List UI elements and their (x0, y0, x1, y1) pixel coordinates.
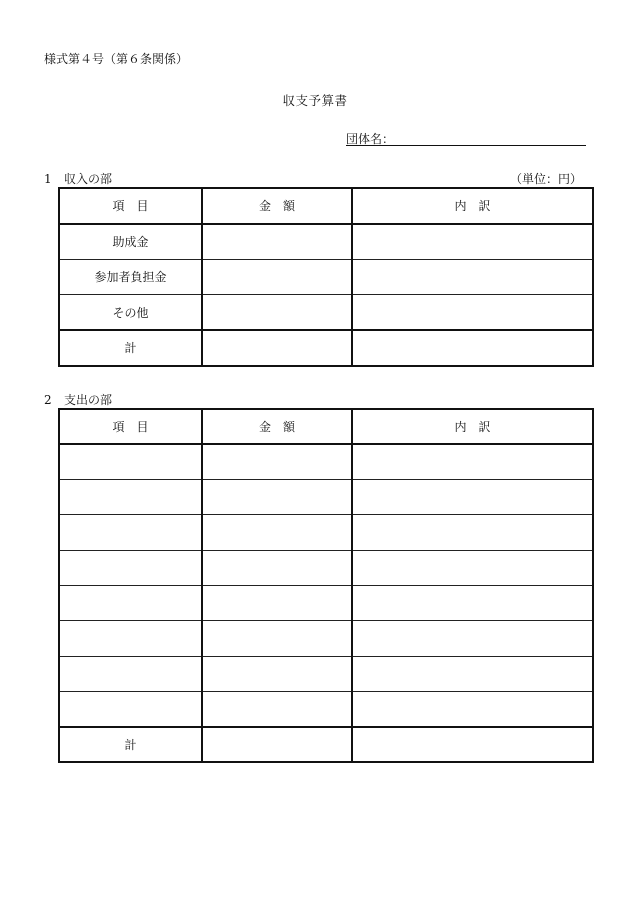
expense-section-title: 支出の部 (64, 393, 113, 407)
expense-item-cell[interactable] (59, 656, 202, 691)
expense-item-cell[interactable] (59, 691, 202, 726)
table-row (59, 656, 593, 691)
expense-total-amount-cell[interactable] (202, 727, 352, 762)
table-row (59, 295, 593, 331)
income-header-breakdown: 内 訳 (352, 188, 593, 224)
income-total-row (59, 330, 593, 366)
expense-total-label: 計 (59, 727, 202, 762)
expense-section-number: 2 (44, 393, 52, 407)
table-row (59, 444, 593, 479)
income-breakdown-cell[interactable] (352, 259, 593, 295)
expense-breakdown-cell[interactable] (352, 480, 593, 515)
table-row (59, 691, 593, 726)
expense-amount-cell[interactable] (202, 691, 352, 726)
expense-item-cell[interactable] (59, 480, 202, 515)
expense-header-breakdown: 内 訳 (352, 409, 593, 444)
expense-header-row (59, 409, 593, 444)
expense-item-cell[interactable] (59, 621, 202, 656)
expense-breakdown-cell[interactable] (352, 656, 593, 691)
expense-section-heading (44, 391, 112, 408)
organization-label: 団体名： (346, 132, 395, 146)
income-item-cell: 参加者負担金 (59, 259, 202, 295)
income-section-heading (44, 170, 112, 187)
income-total-label: 計 (59, 330, 202, 366)
income-header-item: 項 目 (59, 188, 202, 224)
expense-table (58, 408, 594, 763)
income-amount-cell[interactable] (202, 295, 352, 331)
income-total-amount-cell[interactable] (202, 330, 352, 366)
table-row (59, 585, 593, 620)
income-total-breakdown-cell[interactable] (352, 330, 593, 366)
income-section-title: 収入の部 (64, 172, 113, 186)
table-row (59, 550, 593, 585)
expense-amount-cell[interactable] (202, 585, 352, 620)
income-table (58, 187, 594, 367)
expense-header-item: 項 目 (59, 409, 202, 444)
table-row (59, 259, 593, 295)
expense-amount-cell[interactable] (202, 515, 352, 550)
table-row (59, 621, 593, 656)
expense-breakdown-cell[interactable] (352, 550, 593, 585)
table-row (59, 480, 593, 515)
document-title: 収支予算書 (282, 93, 348, 108)
form-number: 様式第４号（第６条関係） (44, 52, 189, 66)
expense-item-cell[interactable] (59, 515, 202, 550)
table-row (59, 224, 593, 260)
expense-total-row (59, 727, 593, 762)
expense-breakdown-cell[interactable] (352, 444, 593, 479)
expense-header-amount: 金 額 (202, 409, 352, 444)
organization-name-field[interactable] (346, 130, 586, 146)
expense-breakdown-cell[interactable] (352, 691, 593, 726)
expense-amount-cell[interactable] (202, 550, 352, 585)
expense-item-cell[interactable] (59, 585, 202, 620)
income-amount-cell[interactable] (202, 224, 352, 260)
expense-item-cell[interactable] (59, 444, 202, 479)
income-header-row (59, 188, 593, 224)
income-section-number: 1 (44, 172, 52, 186)
expense-amount-cell[interactable] (202, 656, 352, 691)
income-amount-cell[interactable] (202, 259, 352, 295)
table-row (59, 515, 593, 550)
expense-item-cell[interactable] (59, 550, 202, 585)
income-breakdown-cell[interactable] (352, 224, 593, 260)
expense-breakdown-cell[interactable] (352, 585, 593, 620)
income-item-cell: その他 (59, 295, 202, 331)
expense-amount-cell[interactable] (202, 480, 352, 515)
expense-amount-cell[interactable] (202, 621, 352, 656)
income-breakdown-cell[interactable] (352, 295, 593, 331)
expense-amount-cell[interactable] (202, 444, 352, 479)
unit-note: （単位：円） (509, 172, 582, 186)
expense-total-breakdown-cell[interactable] (352, 727, 593, 762)
expense-breakdown-cell[interactable] (352, 515, 593, 550)
expense-breakdown-cell[interactable] (352, 621, 593, 656)
income-item-cell: 助成金 (59, 224, 202, 260)
income-header-amount: 金 額 (202, 188, 352, 224)
